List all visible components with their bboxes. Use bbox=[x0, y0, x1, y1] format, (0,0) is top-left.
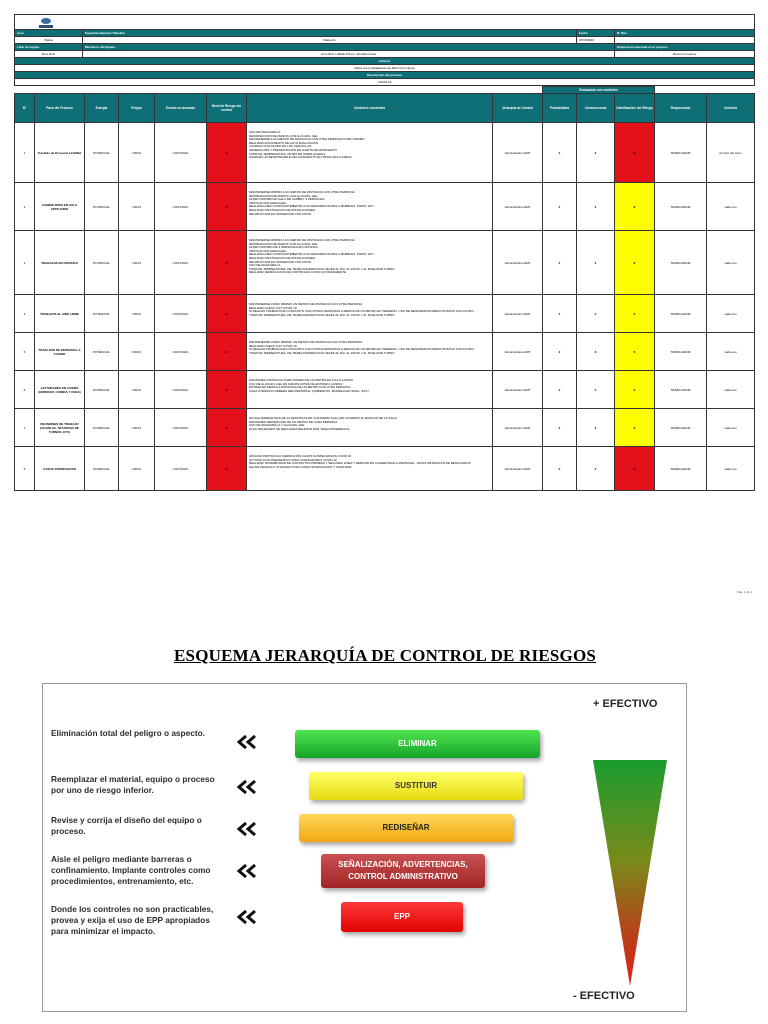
cell-probabilidad: 2 bbox=[543, 409, 577, 447]
cell-controla: cada uno bbox=[707, 295, 755, 333]
cell-paso: TRABAJOS EN OFICINAS bbox=[35, 231, 85, 295]
cell-clasificacion: 6 bbox=[615, 295, 655, 333]
cell-jerarquia: Administrativo EPP bbox=[493, 409, 543, 447]
value-alcance: Aplica a los trabajadores de Remmi Company bbox=[15, 65, 755, 72]
cell-consecuencia: 3 bbox=[577, 183, 615, 231]
table-row bbox=[15, 231, 755, 295]
control-line: VENTILACION ADECUADA bbox=[249, 248, 287, 253]
cell-peligro: VIRUS bbox=[119, 333, 155, 371]
label-empresa: Empresa involucrada en el proceso bbox=[615, 44, 755, 51]
control-line: AFORO MAXIMO DE 3 PERSONAS EN OFICINAS bbox=[249, 245, 318, 250]
double-chevron-left-icon bbox=[237, 864, 257, 878]
cell-peligro: VIRUS bbox=[119, 123, 155, 183]
effectiveness-triangle bbox=[591, 758, 669, 988]
control-line: MANTENER DISTANCIA COMO MINIMO DE UN METRO EN FILA A CASINO bbox=[249, 378, 354, 382]
column-header: Paso del Proceso bbox=[35, 94, 85, 123]
cell-probabilidad: 2 bbox=[543, 231, 577, 295]
description-aislar: Aisle el peligro mediante barreras o confinamiento. Implante controles como procedimientos, entrenamiento, etc. bbox=[51, 854, 211, 886]
cell-consecuencia: 3 bbox=[577, 409, 615, 447]
cell-controles bbox=[247, 447, 493, 491]
cell-clasificacion: 6 bbox=[615, 333, 655, 371]
cell-controla: cada uno bbox=[707, 333, 755, 371]
table-row bbox=[15, 295, 755, 333]
cell-consecuencia: 3 bbox=[577, 123, 615, 183]
control-line: SI REALIZA TRABAJOS EN CONJUNTO CON OTRAS PERSONAS A MENOS DE UN METRO EN TERRENO, USO DE RESPIRADOR MEDIO ROSTRO CON FILTRO bbox=[249, 347, 474, 352]
table-row bbox=[15, 447, 755, 491]
label-less-effective: - EFECTIVO bbox=[573, 990, 635, 1002]
cell-jerarquia: Administrativo EPP bbox=[493, 123, 543, 183]
control-line: CADA UTENSILIO DEBERA SER PERSONAL (CUBIERTOS, BANDEJA EN SINAL, ETC) bbox=[249, 388, 369, 393]
cell-consecuencia: 3 bbox=[577, 333, 615, 371]
cell-paso: CASOS SOSPECHOSO bbox=[35, 447, 85, 491]
control-line: SALAR VEHICULO UTILIZADO POR CASOS SOSPECHOSO Y SANITIZAR bbox=[249, 464, 352, 469]
column-header: N° bbox=[15, 94, 35, 123]
double-chevron-left-icon bbox=[237, 822, 257, 836]
cell-clasificacion: 6 bbox=[615, 371, 655, 409]
cell-controles bbox=[247, 123, 493, 183]
control-line: MANTENER SEPARACION DE UN METRO DE CADA PERSONA bbox=[249, 419, 338, 424]
cell-controla: cada uno bbox=[707, 183, 755, 231]
description-rediseñar: Revise y corrija el diseño del equipo o proceso. bbox=[51, 815, 202, 836]
description-sustituir: Reemplazar el material, equipo o proceso por uno de riesgo inferior. bbox=[51, 774, 215, 795]
group-header-evaluacion: Evaluación con controles bbox=[543, 87, 655, 94]
cell-paso: Traslado de Personal a FAENA bbox=[35, 123, 85, 183]
control-line: USO DE MASCARILLA bbox=[249, 263, 281, 268]
cell-probabilidad: 2 bbox=[543, 295, 577, 333]
column-header: Consecuencia bbox=[577, 94, 615, 123]
cell-energia: POTENCIAL bbox=[85, 295, 119, 333]
column-header: Responsable bbox=[655, 94, 707, 123]
cell-responsable: TRABAJADOR bbox=[655, 231, 707, 295]
control-line: MANTENERSE COMO MINIMO UN METRO DE DISTANCIA CON OTRA PERSONA bbox=[249, 302, 363, 306]
control-line: VENTILACION ADECUADA bbox=[249, 200, 287, 205]
row-number: 7 bbox=[15, 409, 35, 447]
cell-jerarquia: Administrativo EPP bbox=[493, 295, 543, 333]
control-line: USO DE MASCARILLA Y ALCOHOL GEL bbox=[249, 423, 305, 428]
value-area: Planta bbox=[15, 37, 83, 44]
cell-peligro: VIRUS bbox=[119, 371, 155, 409]
scheme-frame bbox=[42, 683, 687, 1012]
table-row bbox=[15, 333, 755, 371]
cell-paso: REUNIONES DE TRABAJO (CHARLAS, TRASPASO DE TURNOS, ETC) bbox=[35, 409, 85, 447]
value-superintendencia: Matienzo bbox=[83, 37, 577, 44]
cell-controla: cada uno bbox=[707, 231, 755, 295]
cell-controla: cada uno bbox=[707, 371, 755, 409]
cell-jerarquia: Administrativo EPP bbox=[493, 447, 543, 491]
row-number: 2 bbox=[15, 183, 35, 231]
cell-jerarquia: Administrativo EPP bbox=[493, 333, 543, 371]
cell-evento: CONTAGIO bbox=[155, 123, 207, 183]
value-rev bbox=[615, 37, 755, 44]
control-line: REALIZAR CHECK LIST COVID 19 bbox=[249, 343, 297, 348]
column-header: Controles existentes bbox=[247, 94, 493, 123]
cell-clasificacion: 6 bbox=[615, 409, 655, 447]
cell-responsable: TRABAJADOR bbox=[655, 183, 707, 231]
cell-probabilidad: 3 bbox=[543, 447, 577, 491]
label-fecha: Fecha bbox=[577, 30, 615, 37]
cell-energia: POTENCIAL bbox=[85, 409, 119, 447]
cell-responsable: TRABAJADOR bbox=[655, 409, 707, 447]
cell-peligro: VIRUS bbox=[119, 183, 155, 231]
cell-jerarquia: Administrativo EPP bbox=[493, 183, 543, 231]
cell-evento: CONTAGIO bbox=[155, 371, 207, 409]
control-line: DELIMITACION EN SUPERFICIE CON CINTA bbox=[249, 211, 312, 216]
control-line: DESINFECCION DE MANOS CON ALCOHOL GEL bbox=[249, 133, 318, 138]
cell-paso: TRASLADO DE PERSONAL A CASINO bbox=[35, 333, 85, 371]
control-line: ASIGNAR UN RESPONSABLE DEL MANIFIESTO EN TRASLADO A FAENA bbox=[249, 155, 352, 160]
cell-controles bbox=[247, 371, 493, 409]
value-miembros: Omo Ruiz / Waldo Ponce / Ronald Cortes bbox=[83, 51, 615, 58]
label-alcance: Alcance bbox=[15, 58, 755, 65]
cell-consecuencia: 3 bbox=[577, 371, 615, 409]
cell-peligro: VIRUS bbox=[119, 447, 155, 491]
cell-nivel: 16 bbox=[207, 295, 247, 333]
control-line: DESINFECCION DE MANOS CON ALCOHOL GEL bbox=[249, 193, 318, 198]
table-row bbox=[15, 371, 755, 409]
cell-energia: POTENCIAL bbox=[85, 447, 119, 491]
cell-nivel: 16 bbox=[207, 123, 247, 183]
risk-matrix-sheet bbox=[14, 14, 754, 491]
cell-energia: POTENCIAL bbox=[85, 371, 119, 409]
control-line: ENTRAR EN MESAS A DISTANCIA DE UN METRO CON OTRA PERSONA bbox=[249, 385, 351, 390]
risk-table bbox=[14, 86, 755, 491]
cell-responsable: TRABAJADOR bbox=[655, 371, 707, 409]
cell-jerarquia: Administrativo EPP bbox=[493, 371, 543, 409]
control-line: REALIZAR ASEO CONSTANTEMENTE CON DESINFECTANTES A MUEBLES, PISOS, ETC bbox=[249, 252, 374, 257]
label-descripcion: Descripción del proceso bbox=[15, 72, 755, 79]
cell-clasificacion: 6 bbox=[615, 231, 655, 295]
cell-responsable: TRABAJADOR bbox=[655, 295, 707, 333]
control-line: SI ES NECESARIO SE REALIZARA REUNION POR TELECONFERENCIA bbox=[249, 426, 350, 431]
column-header: Probabilidad bbox=[543, 94, 577, 123]
label-lider: Líder de equipo bbox=[15, 44, 83, 51]
cell-nivel: 16 bbox=[207, 447, 247, 491]
control-line: NO AGLOMERAR MAS DE 10 PERSONAS EN UNA MISMA SALA (DE ACUERDO AL ESPACIO DE LA SALA) bbox=[249, 416, 397, 420]
control-line: REALIZAR TRAZABILIDAD DE CONTACTOS PRIMERA Y SEGUNDA LINEA Y DERIVAR EN CUARENTENA A PERSONAL, HASTA OBTENCIÓN DE RESULTADOS bbox=[249, 461, 471, 466]
cell-nivel: 16 bbox=[207, 371, 247, 409]
cell-controles bbox=[247, 231, 493, 295]
cell-energia: POTENCIAL bbox=[85, 231, 119, 295]
cell-controles bbox=[247, 183, 493, 231]
column-header: Energía bbox=[85, 94, 119, 123]
control-line: REALIZAR CHECK LIST COVID 19 bbox=[249, 305, 297, 310]
control-line: MANTENERSE MINIMO A UN METRO DE DISTANCIA CON OTRA PERSONA bbox=[249, 190, 355, 194]
control-line: APLICAR PROTOCOLO DERIVACIÓN CASOS SOSPECHOSOS COVID 19 bbox=[249, 454, 352, 458]
control-line: TOMA DE TEMPERATURA, DE TRABAJADORES DOS VECES AL DÍA: AL INICIO Y AL FINALIZAR TURNO bbox=[249, 266, 395, 271]
cell-evento: CONTAGIO bbox=[155, 409, 207, 447]
value-lider: Dmo Ruiz bbox=[15, 51, 83, 58]
row-number: 1 bbox=[15, 123, 35, 183]
control-line: USO DE MASCARILLA bbox=[249, 130, 281, 134]
control-line: MANTENERSE COMO MINIMO UN METRO DE DISTANCIA CON OTRA PERSONA bbox=[249, 340, 363, 344]
control-line: DESINFECCION DE MANOS CON ALCOHOL GEL bbox=[249, 241, 318, 246]
control-line: REALIZAR SANITIZACION DE INSTALACIONES bbox=[249, 207, 316, 212]
cell-paso: CAMBIO ROPA EN SALA VESTUARIO bbox=[35, 183, 85, 231]
table-row bbox=[15, 409, 755, 447]
row-number: 8 bbox=[15, 447, 35, 491]
control-line: SI REALIZA TRABAJOS EN CONJUNTO CON OTRAS PERSONAS A MENOS DE UN METRO EN TERRENO, USO DE RESPIRADOR MEDIO ROSTRO CON FILTRO bbox=[249, 309, 474, 314]
value-fecha: 07/15/2020 bbox=[577, 37, 615, 44]
cell-peligro: VIRUS bbox=[119, 231, 155, 295]
column-header: Jerarquía de Control bbox=[493, 94, 543, 123]
cell-probabilidad: 2 bbox=[543, 333, 577, 371]
cell-evento: CONTAGIO bbox=[155, 231, 207, 295]
row-number: 4 bbox=[15, 295, 35, 333]
control-line: TOMA DE TEMPERATURA, DE TRABAJADORES DOS VECES AL DÍA: AL INICIO Y AL FINALIZAR TURNO bbox=[249, 312, 395, 317]
level-senalizacion: SEÑALIZACIÓN, ADVERTENCIAS, CONTROL ADMINISTRATIVO bbox=[321, 854, 485, 888]
control-line: TOMA DE TEMPERATURA, ANTES DE SUBIR A FAENA bbox=[249, 151, 326, 156]
cell-controles bbox=[247, 295, 493, 333]
cell-evento: CONTAGIO bbox=[155, 447, 207, 491]
cell-nivel: 16 bbox=[207, 183, 247, 231]
column-header: Nivel de Riesgo sin control bbox=[207, 94, 247, 123]
control-line: USO DE ALCOHOL GEL EN MANOS ANTES DE ENTRAR A CASINO bbox=[249, 381, 343, 386]
control-line: REALIZAR DOCUMENTO DE AUTO EVALUACION bbox=[249, 140, 319, 145]
cell-probabilidad: 2 bbox=[543, 183, 577, 231]
cell-paso: ACTIVIDADES EN CASINO (ESPERAR, COMIDA Y CENA) bbox=[35, 371, 85, 409]
control-line: REALIZAR VERIFICACION DE CONTROLES COVID 19 DIARIAMENTE bbox=[249, 270, 347, 275]
cell-evento: CONTAGIO bbox=[155, 295, 207, 333]
cell-paso: TRABAJOS AL AIRE LIBRE bbox=[35, 295, 85, 333]
cell-peligro: VIRUS bbox=[119, 409, 155, 447]
table-row bbox=[15, 183, 755, 231]
double-chevron-left-icon bbox=[237, 780, 257, 794]
scheme-title: ESQUEMA JERARQUÍA DE CONTROL DE RIESGOS bbox=[174, 646, 597, 665]
cell-controla: al inicio del turno bbox=[707, 123, 755, 183]
value-descripcion: COVID 19 bbox=[15, 79, 755, 86]
label-miembros: Miembros del Equipo bbox=[83, 44, 615, 51]
cell-consecuencia: 3 bbox=[577, 295, 615, 333]
column-header: Clasificación del Riesgo bbox=[615, 94, 655, 123]
cell-evento: CONTAGIO bbox=[155, 183, 207, 231]
label-superintendencia: Superintendencia / Pabellon bbox=[83, 30, 577, 37]
cell-evento: CONTAGIO bbox=[155, 333, 207, 371]
control-line: REALIZAR ASEO CONSTANTEMENTE CON DESINFECTANTES A MUEBLES, PISOS, ETC bbox=[249, 204, 374, 209]
cell-nivel: 16 bbox=[207, 231, 247, 295]
control-line: ACTIVAR PLAN PREVENTIVO PARA CORONAVIRUS COVID 19 bbox=[249, 457, 337, 462]
header-table bbox=[14, 14, 755, 86]
cell-controla: cada uno bbox=[707, 409, 755, 447]
cell-controles bbox=[247, 409, 493, 447]
control-line: MANTENERSE A UN METRO DE DISTANCIA CON OTRA PERSONA COMO MINIMO bbox=[249, 137, 365, 142]
row-number: 6 bbox=[15, 371, 35, 409]
cell-responsable: TRABAJADOR bbox=[655, 447, 707, 491]
table-row bbox=[15, 123, 755, 183]
cell-jerarquia: Administrativo EPP bbox=[493, 231, 543, 295]
cell-clasificacion: 6 bbox=[615, 183, 655, 231]
cell-clasificacion: 9 bbox=[615, 123, 655, 183]
label-rev: N° Rev bbox=[615, 30, 755, 37]
cell-energia: POTENCIAL bbox=[85, 183, 119, 231]
label-area: Área bbox=[15, 30, 83, 37]
page-number: Pág. 1 de 1 bbox=[737, 590, 753, 594]
cell-clasificacion: 9 bbox=[615, 447, 655, 491]
cell-consecuencia: 3 bbox=[577, 231, 615, 295]
cell-probabilidad: 3 bbox=[543, 123, 577, 183]
control-line: TOMA DE TEMPERATURA, DE TRABAJADORES DOS VECES AL DÍA: AL INICIO Y AL FINALIZAR TURNO bbox=[249, 350, 395, 355]
cell-responsable: TRABAJADOR bbox=[655, 333, 707, 371]
control-line: CUMPLIR CON AFORO EN LOS VEHICULOS bbox=[249, 144, 312, 149]
level-epp: EPP bbox=[341, 902, 463, 932]
control-hierarchy-scheme bbox=[0, 640, 768, 1024]
cell-consecuencia: 3 bbox=[577, 447, 615, 491]
company-logo bbox=[39, 17, 53, 29]
column-header: Peligro bbox=[119, 94, 155, 123]
control-line: GENERACION Y PRESENTACION EN GARITA DE MANIFIESTO bbox=[249, 147, 337, 152]
level-sustituir: SUSTITUIR bbox=[309, 772, 523, 800]
description-eliminar: Eliminación total del peligro o aspecto. bbox=[51, 728, 205, 738]
cell-nivel: 16 bbox=[207, 333, 247, 371]
column-header: Controla bbox=[707, 94, 755, 123]
cell-responsable: TRABAJADOR bbox=[655, 123, 707, 183]
level-eliminar: ELIMINAR bbox=[295, 730, 540, 758]
label-more-effective: + EFECTIVO bbox=[593, 698, 658, 710]
cell-peligro: VIRUS bbox=[119, 295, 155, 333]
cell-nivel: 16 bbox=[207, 409, 247, 447]
cell-energia: POTENCIAL bbox=[85, 123, 119, 183]
column-header: Evento no deseado bbox=[155, 94, 207, 123]
control-line: MANTENERSE MINIMO A UN METRO DE DISTANCIA CON OTRA PERSONA bbox=[249, 238, 355, 242]
cell-energia: POTENCIAL bbox=[85, 333, 119, 371]
double-chevron-left-icon bbox=[237, 735, 257, 749]
row-number: 5 bbox=[15, 333, 35, 371]
cell-probabilidad: 2 bbox=[543, 371, 577, 409]
level-rediseñar: REDISEÑAR bbox=[299, 814, 513, 842]
cell-controla: cada uno bbox=[707, 447, 755, 491]
double-chevron-left-icon bbox=[237, 910, 257, 924]
row-number: 3 bbox=[15, 231, 35, 295]
value-empresa: Remmi Company bbox=[615, 51, 755, 58]
cell-controles bbox=[247, 333, 493, 371]
control-line: DELIMITACION EN SUPERFICIE CON CINTA bbox=[249, 259, 312, 264]
description-epp: Donde los controles no son practicables, provea y exija el uso de EPP apropiados para minimizar el impacto. bbox=[51, 904, 214, 936]
control-line: REALIZAR SANITIZACION DE INSTALACIONES bbox=[249, 255, 316, 260]
control-line: AFORO MAXIMO EN SALA DE CAMBIO: 3 PERSONAS bbox=[249, 197, 325, 202]
